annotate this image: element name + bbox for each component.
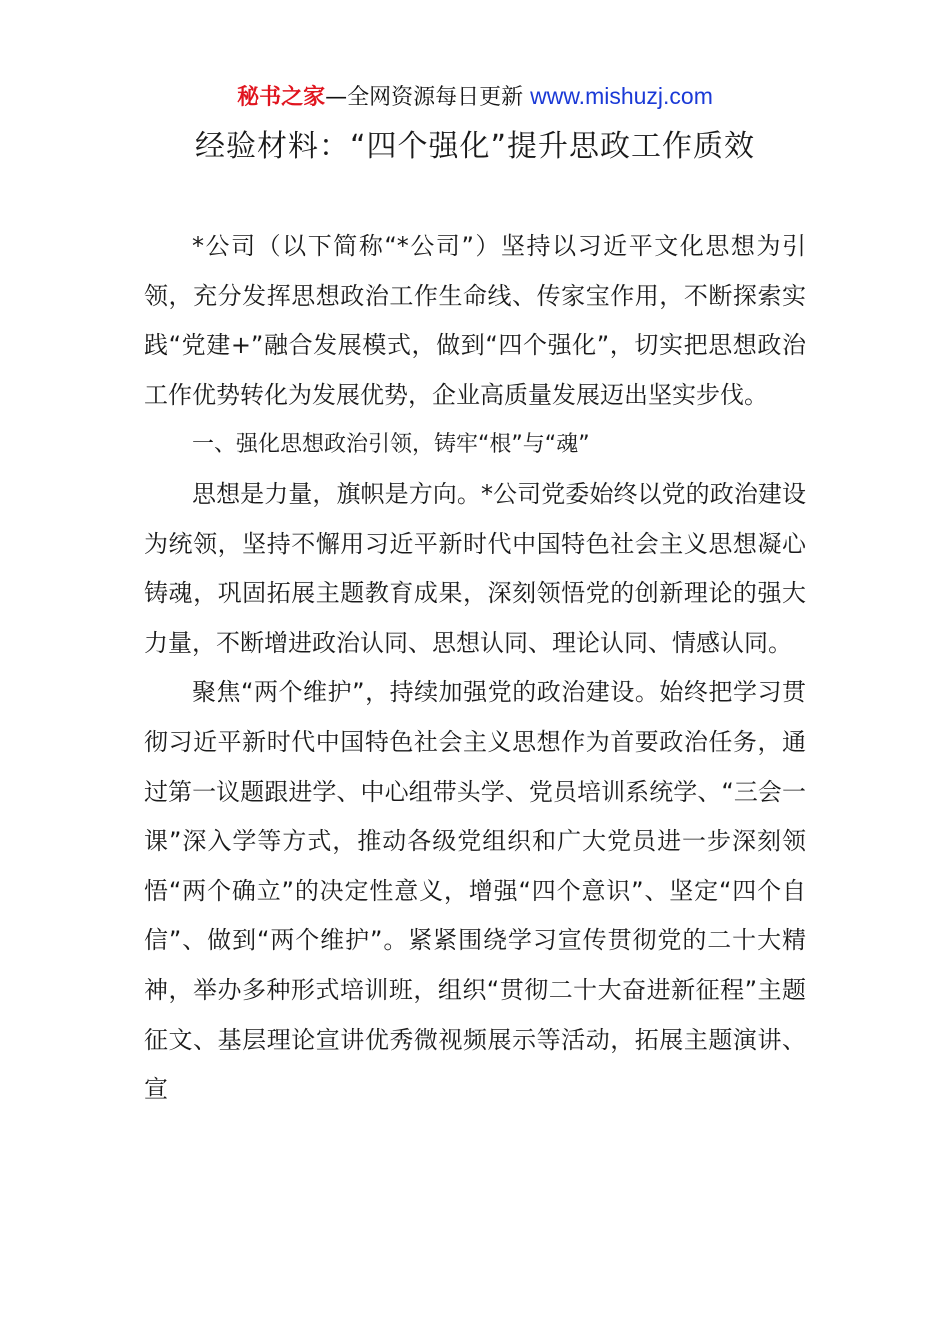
header-tagline: —全网资源每日更新 (325, 85, 524, 110)
body-paragraph: 思想是力量，旗帜是方向。*公司党委始终以党的政治建设为统领，坚持不懈用习近平新时代中国特色社会主义思想凝心铸魂，巩固拓展主题教育成果，深刻领悟党的创新理论的强大力量，不断增进政治认同、思想认同、理论认同、情感认同。 (144, 479, 806, 657)
brand-name: 秘书之家 (237, 85, 326, 110)
site-url-link[interactable]: www.mishuzj.com (530, 83, 713, 109)
section-heading: 一、强化思想政治引领，铸牢“根”与“魂” (192, 432, 590, 458)
document-body (144, 222, 806, 1115)
page-header (0, 80, 950, 114)
document-title: 经验材料：“四个强化”提升思政工作质效 (194, 129, 756, 164)
intro-paragraph: *公司（以下简称“*公司”）坚持以习近平文化思想为引领，充分发挥思想政治工作生命线、传家宝作用，不断探索实践“党建+”融合发展模式，做到“四个强化”，切实把思想政治工作优势转化为发展优势，企业高质量发展迈出坚实步伐。 (144, 232, 806, 409)
body-paragraph: 聚焦“两个维护”，持续加强党的政治建设。始终把学习贯彻习近平新时代中国特色社会主义思想作为首要政治任务，通过第一议题跟进学、中心组带头学、党员培训系统学、“三会一课”深入学等方式，推动各级党组织和广大党员进一步深刻领悟“两个确立”的决定性意义，增强“四个意识”、坚定“四个自信”、做到“两个维护”。紧紧围绕学习宣传贯彻党的二十大精神，举办多种形式培训班，组织“贯彻二十大奋进新征程”主题征文、基层理论宣讲优秀微视频展示等活动，拓展主题演讲、宣 (144, 678, 806, 1104)
